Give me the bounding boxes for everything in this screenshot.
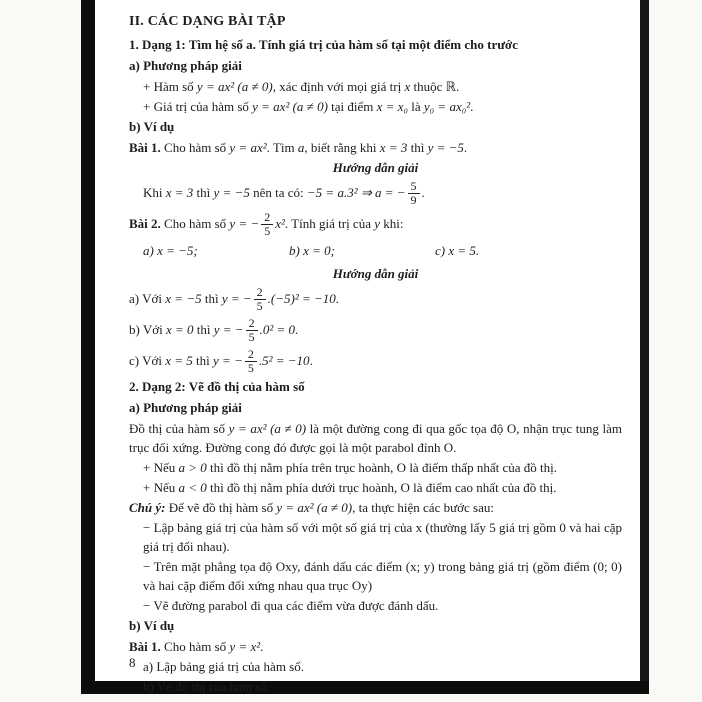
fraction-numerator: 2 <box>245 348 257 362</box>
page-number: 8 <box>129 655 136 670</box>
fraction-denominator: 5 <box>264 223 271 238</box>
math-expression: .5² = −10 <box>258 353 310 368</box>
text-segment: Khi <box>143 185 166 200</box>
math-expression: y = −5 <box>427 140 464 155</box>
math-expression: y₀ = ax₀² <box>423 99 471 114</box>
text-segment: , ta thực hiện các bước sau: <box>352 500 494 515</box>
math-expression: y = − <box>213 353 243 368</box>
math-expression: .(−5)² = −10 <box>267 291 336 306</box>
text-segment: a) Với <box>129 291 166 306</box>
dang1-bai2-solution-c <box>129 346 622 376</box>
dang1-example-label: b) Ví dụ <box>129 119 175 134</box>
text-segment: . <box>309 353 313 368</box>
math-expression: x <box>404 79 411 94</box>
text-segment: , biết rằng khi <box>304 140 380 155</box>
book-page <box>95 0 640 694</box>
text-segment: . Tìm <box>266 140 298 155</box>
text-segment: c) Với <box>129 353 166 368</box>
dang2-case-negative <box>129 478 622 497</box>
dang2-step-2: − Trên mặt phẳng tọa độ Oxy, đánh dấu các điểm (x; y) trong bảng giá trị (gồm điểm (0; 0) và hai cặp điểm đối xứng nhau qua trục Oy) <box>143 559 622 593</box>
solution-guide-heading: Hướng dẫn giải <box>332 160 419 175</box>
text-segment: thì <box>407 140 428 155</box>
math-expression: x = x₀ <box>376 99 408 114</box>
case-b: b) x = 0; <box>289 243 335 258</box>
text-segment: nên ta có: <box>249 185 307 200</box>
text-segment: thuộc <box>410 79 446 94</box>
dang2-method-label: a) Phương pháp giải <box>129 400 242 415</box>
math-expression: ℝ <box>445 79 456 94</box>
text-segment: , xác định với mọi giá trị <box>272 79 405 94</box>
text-segment: tại điểm <box>327 99 377 114</box>
text-segment: . <box>295 322 299 337</box>
text-segment: . <box>335 291 340 306</box>
math-expression: y = ax² (a ≠ 0) <box>228 421 307 436</box>
dang2-example-label: b) Ví dụ <box>129 618 175 633</box>
text-segment: + Nếu <box>143 460 179 475</box>
book-edge-left <box>81 0 95 694</box>
math-expression: x = 0 <box>165 322 194 337</box>
dang2-case-positive <box>129 458 622 477</box>
fraction <box>246 317 258 343</box>
text-segment: . <box>470 99 474 114</box>
dang2-step-3: − Vẽ đường parabol đi qua các điểm vừa được đánh dấu. <box>143 598 439 613</box>
text-segment: + Hàm số <box>143 79 197 94</box>
dang2-bai1 <box>129 637 622 656</box>
fraction <box>408 180 420 206</box>
case-a: a) x = −5; <box>143 243 198 258</box>
section-title: II. CÁC DẠNG BÀI TẬP <box>129 14 286 29</box>
text-segment: + Nếu <box>143 480 179 495</box>
dang1-method-label: a) Phương pháp giải <box>129 58 242 73</box>
dang1-title: 1. Dạng 1: Tìm hệ số a. Tính giá trị của hàm số tại một điểm cho trước <box>129 37 518 52</box>
dang2-title: 2. Dạng 2: Vẽ đồ thị của hàm số <box>129 379 305 394</box>
case-c: c) x = 5. <box>435 243 480 258</box>
text-segment: . <box>455 79 460 94</box>
math-expression: a > 0 <box>178 460 207 475</box>
dang1-rule-domain <box>129 77 622 96</box>
text-segment: thì <box>201 291 222 306</box>
fraction <box>245 348 257 374</box>
dang2-note <box>129 498 622 517</box>
math-expression: y <box>374 216 380 231</box>
math-expression: y = ax² (a ≠ 0) <box>276 500 353 515</box>
dang1-bai2-solution-a <box>129 284 622 314</box>
math-expression: a < 0 <box>178 480 207 495</box>
math-expression: x = 3 <box>165 185 194 200</box>
math-expression: a <box>297 140 305 155</box>
text-segment: thì <box>193 322 214 337</box>
book-edge-right <box>640 0 649 694</box>
text-segment: . Tính giá trị của <box>284 216 375 231</box>
math-expression: y = − <box>221 291 252 306</box>
math-expression: x² <box>275 216 285 231</box>
math-expression: y = ax² <box>229 140 267 155</box>
note-label: Chú ý: <box>129 500 166 515</box>
text-segment: Cho hàm số <box>160 639 230 654</box>
fraction-denominator: 5 <box>256 298 263 313</box>
text-segment: Đồ thị của hàm số <box>129 421 229 436</box>
dang1-bai1-solution <box>129 178 622 208</box>
dang2-bai1-part-a: a) Lập bảng giá trị của hàm số. <box>143 659 304 674</box>
text-segment: thì <box>193 185 214 200</box>
fraction-numerator: 2 <box>246 317 258 331</box>
solution-guide-heading: Hướng dẫn giải <box>332 266 419 281</box>
math-expression: y = −5 <box>213 185 250 200</box>
text-segment: Cho hàm số <box>160 140 230 155</box>
text-segment: thì đồ thị nằm phía dưới trục hoành, O là điểm cao nhất của đồ thị. <box>206 480 557 495</box>
text-segment: là một đường cong đi qua gốc tọa độ O, nhận trục tung làm trục đối xứng. Đường cong đó được gọi là một parabol đỉnh O. <box>129 421 622 455</box>
math-expression: y = ax² (a ≠ 0) <box>252 99 328 114</box>
dang1-bai2-solution-b <box>129 315 622 345</box>
math-expression: −5 = a.3² ⇒ a = − <box>306 185 406 200</box>
dang2-bai1-part-b: b) Vẽ đồ thị của hàm số. <box>143 679 271 694</box>
exercise-label: Bài 2. <box>129 216 161 231</box>
dang2-step-1: − Lập bảng giá trị của hàm số với một số giá trị của x (thường lấy 5 giá trị gồm 0 và hai cặp giá trị đối nhau). <box>143 520 622 554</box>
text-segment: + Giá trị của hàm số <box>143 99 253 114</box>
fraction-numerator: 2 <box>254 286 266 300</box>
fraction-denominator: 5 <box>247 360 254 375</box>
exercise-label: Bài 1. <box>129 140 161 155</box>
text-segment: . <box>421 185 425 200</box>
dang2-intro <box>129 419 622 457</box>
text-segment: . <box>463 140 468 155</box>
text-segment: Cho hàm số <box>160 216 230 231</box>
math-expression: y = x² <box>229 639 261 654</box>
fraction <box>254 286 266 312</box>
fraction-denominator: 5 <box>248 329 255 344</box>
text-segment: khi: <box>380 216 404 231</box>
math-expression: x = 5 <box>165 353 193 368</box>
text-segment: là <box>408 99 424 114</box>
dang1-rule-value <box>129 97 622 116</box>
math-expression: x = −5 <box>165 291 202 306</box>
math-expression: y = − <box>213 322 244 337</box>
text-segment: Để vẽ đồ thị hàm số <box>165 500 277 515</box>
text-segment: . <box>260 639 264 654</box>
math-expression: y = ax² (a ≠ 0) <box>196 79 273 94</box>
fraction <box>261 211 273 237</box>
text-segment: b) Với <box>129 322 166 337</box>
text-segment: thì <box>192 353 214 368</box>
fraction-numerator: 5 <box>408 180 420 194</box>
dang1-bai2-cases <box>129 240 622 262</box>
dang1-bai1 <box>129 138 622 157</box>
math-expression: .0² = 0 <box>259 322 295 337</box>
math-expression: y = − <box>229 216 260 231</box>
fraction-denominator: 9 <box>410 192 417 207</box>
math-expression: x = 3 <box>379 140 408 155</box>
exercise-label: Bài 1. <box>129 639 161 654</box>
fraction-numerator: 2 <box>261 211 273 225</box>
text-segment: thì đồ thị nằm phía trên trục hoành, O là điểm thấp nhất của đồ thị. <box>206 460 557 475</box>
dang1-bai2 <box>129 209 622 239</box>
